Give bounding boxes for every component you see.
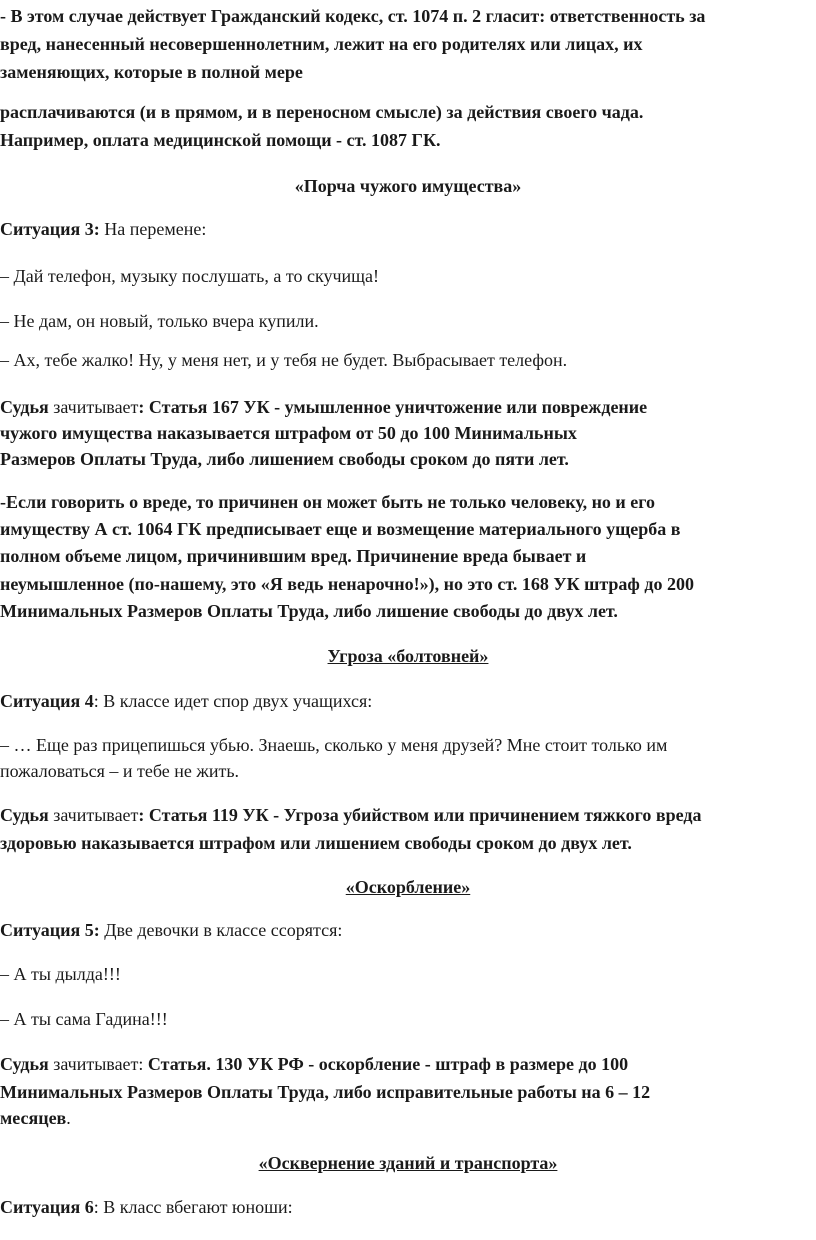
section-heading: «Порча чужого имущества»	[294, 176, 522, 196]
law-text: здоровью наказывается штрафом или лишением свободы сроком до двух лет.	[0, 833, 632, 853]
law-text: чужого имущества наказывается штрафом от 50 до 100 Минимальных	[0, 423, 577, 443]
law-text-end	[0, 1104, 71, 1132]
paragraph-line: неумышленное (по-нашему, это «Я ведь ненарочно!»), но это ст. 168 УК штраф до 200	[0, 574, 694, 594]
paragraph-line: полном объеме лицом, причинившим вред. Причинение вреда бывает и	[0, 546, 587, 566]
situation-label: Ситуация 6	[0, 1197, 94, 1217]
paragraph-line: Минимальных Размеров Оплаты Труда, либо лишение свободы до двух лет.	[0, 601, 618, 621]
law-text: Размеров Оплаты Труда, либо лишением свободы сроком до пяти лет.	[0, 449, 569, 469]
judge-line	[0, 801, 701, 829]
dialog-line: – Дай телефон, музыку послушать, а то скучища!	[0, 266, 379, 286]
section-heading: «Осквернение зданий и транспорта»	[258, 1153, 558, 1173]
judge-label: Судья	[0, 805, 49, 825]
situation-text: На перемене:	[99, 219, 207, 239]
law-text: Минимальных Размеров Оплаты Труда, либо исправительные работы на 6 – 12	[0, 1082, 651, 1102]
paragraph-line: Например, оплата медицинской помощи - ст. 1087 ГК.	[0, 130, 441, 150]
situation-line	[0, 687, 372, 715]
situation-label: Ситуация 3:	[0, 219, 100, 239]
judge-verb: зачитывает	[48, 805, 139, 825]
judge-line	[0, 1050, 628, 1078]
section-heading: «Оскорбление»	[345, 877, 471, 897]
situation-line	[0, 215, 206, 243]
situation-text: : В классе идет спор двух учащихся:	[93, 691, 373, 711]
dialog-line: – … Еще раз прицепишься убью. Знаешь, сколько у меня друзей? Мне стоит только им	[0, 735, 668, 755]
section-heading: Угроза «болтовней»	[327, 646, 489, 666]
paragraph-line: заменяющих, которые в полной мере	[0, 62, 303, 82]
period: .	[66, 1108, 71, 1128]
judge-label: Судья	[0, 1054, 49, 1074]
law-text: : Статья 167 УК - умышленное уничтожение или повреждение	[138, 397, 648, 417]
paragraph-line: - В этом случае действует Гражданский кодекс, ст. 1074 п. 2 гласит: ответственность за	[0, 6, 706, 26]
situation-text: : В класс вбегают юноши:	[93, 1197, 293, 1217]
dialog-line: – А ты сама Гадина!!!	[0, 1009, 168, 1029]
judge-verb: зачитывает:	[48, 1054, 148, 1074]
law-text: : Статья 119 УК - Угроза убийством или причинением тяжкого вреда	[138, 805, 702, 825]
dialog-line: пожаловаться – и тебе не жить.	[0, 761, 240, 781]
situation-label: Ситуация 4	[0, 691, 94, 711]
judge-line	[0, 393, 647, 421]
situation-text: Две девочки в классе ссорятся:	[99, 920, 343, 940]
judge-verb: зачитывает	[48, 397, 139, 417]
law-text: месяцев	[0, 1108, 67, 1128]
situation-label: Ситуация 5:	[0, 920, 100, 940]
paragraph-line: -Если говорить о вреде, то причинен он может быть не только человеку, но и его	[0, 492, 656, 512]
paragraph-line: расплачиваются (и в прямом, и в переносном смысле) за действия своего чада.	[0, 102, 644, 122]
situation-line	[0, 1193, 293, 1221]
dialog-line: – Не дам, он новый, только вчера купили.	[0, 311, 319, 331]
judge-label: Судья	[0, 397, 49, 417]
paragraph-line: вред, нанесенный несовершеннолетним, лежит на его родителях или лицах, их	[0, 34, 643, 54]
law-text: Статья. 130 УК РФ - оскорбление - штраф в размере до 100	[147, 1054, 629, 1074]
dialog-line: – Ах, тебе жалко! Ну, у меня нет, и у тебя не будет. Выбрасывает телефон.	[0, 350, 568, 370]
dialog-line: – А ты дылда!!!	[0, 964, 121, 984]
situation-line	[0, 916, 342, 944]
paragraph-line: имуществу А ст. 1064 ГК предписывает еще и возмещение материального ущерба в	[0, 519, 681, 539]
